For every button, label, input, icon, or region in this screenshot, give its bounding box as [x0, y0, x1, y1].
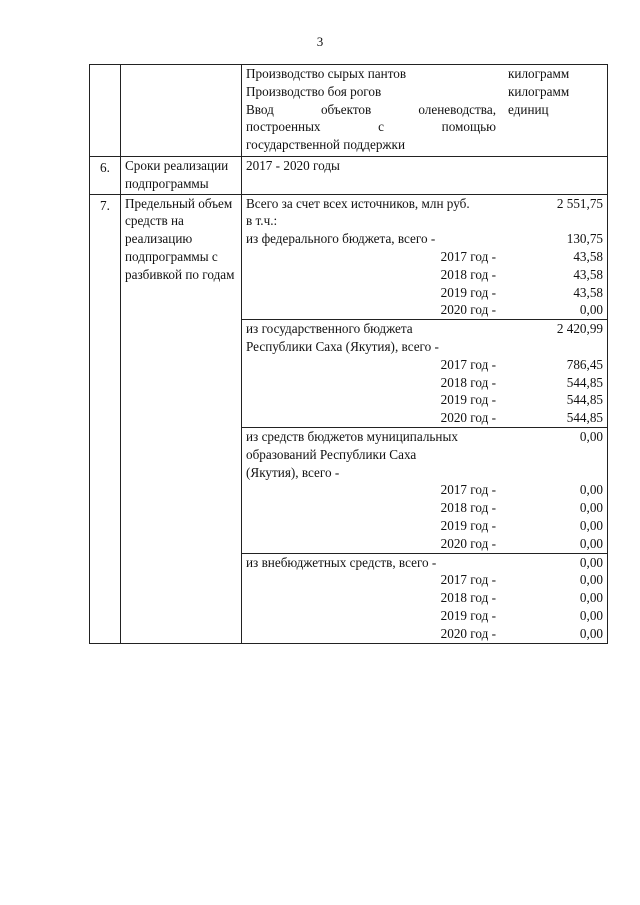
year-row [246, 356, 603, 374]
year-value: 0,00 [579, 482, 603, 498]
year-row [246, 248, 603, 266]
cell-title-empty [121, 65, 242, 157]
total-value: 2 551,75 [556, 195, 603, 211]
indicator-label: Ввод объектов оленеводства, [246, 101, 496, 117]
year-row [246, 625, 603, 643]
source-total: 2 420,99 [556, 321, 603, 337]
year-row [246, 284, 603, 302]
indicator-label: Производство боя рогов [246, 83, 382, 99]
source-label-cont: (Якутия), всего - [246, 464, 340, 480]
source-total: 0,00 [579, 554, 603, 570]
source-row [246, 428, 603, 446]
year-label: 2017 год - [440, 572, 496, 588]
year-row [246, 571, 603, 589]
indicator-label-cont: построенных с помощью [246, 119, 496, 135]
cell-indicators [242, 65, 608, 157]
funding-municipal-cell [242, 427, 608, 553]
year-value: 43,58 [573, 248, 603, 264]
year-value: 0,00 [579, 517, 603, 533]
source-label: из средств бюджетов муниципальных [246, 428, 458, 444]
year-label: 2019 год - [440, 392, 496, 408]
source-label: из государственного бюджета [246, 321, 413, 337]
year-row [246, 301, 603, 319]
indicator-row [246, 101, 603, 119]
year-row [246, 607, 603, 625]
year-label: 2017 год - [440, 248, 496, 264]
year-label: 2019 год - [440, 284, 496, 300]
year-value: 544,85 [566, 374, 603, 390]
row-value: 2017 - 2020 годы [242, 156, 608, 194]
source-row [246, 230, 603, 248]
year-value: 43,58 [573, 284, 603, 300]
year-value: 0,00 [579, 590, 603, 606]
source-label-cont: образований Республики Саха [246, 446, 417, 462]
year-row [246, 481, 603, 499]
row-number: 6. [90, 156, 121, 194]
source-label-cont: Республики Саха (Якутия), всего - [246, 338, 439, 354]
year-label: 2018 год - [440, 500, 496, 516]
year-row [246, 391, 603, 409]
table-row-funding [90, 194, 608, 320]
year-row [246, 499, 603, 517]
year-label: 2019 год - [440, 607, 496, 623]
row-number: 7. [90, 194, 121, 643]
year-value: 0,00 [579, 302, 603, 318]
indicator-label-cont: государственной поддержки [246, 137, 405, 153]
indicator-unit: килограмм [508, 83, 570, 99]
year-value: 0,00 [579, 500, 603, 516]
source-row [246, 320, 603, 338]
source-label: из внебюджетных средств, всего - [246, 554, 437, 570]
funding-extra-cell [242, 553, 608, 643]
indicator-row [246, 83, 603, 101]
year-row [246, 535, 603, 553]
year-label: 2020 год - [440, 302, 496, 318]
source-label: из федерального бюджета, всего - [246, 231, 436, 247]
year-row [246, 409, 603, 427]
source-total: 130,75 [566, 231, 603, 247]
year-value: 0,00 [579, 625, 603, 641]
year-row [246, 517, 603, 535]
year-label: 2020 год - [440, 625, 496, 641]
year-value: 0,00 [579, 572, 603, 588]
year-row [246, 266, 603, 284]
year-value: 0,00 [579, 535, 603, 551]
page-number: 3 [316, 34, 324, 49]
year-label: 2017 год - [440, 356, 496, 372]
passport-table [89, 64, 608, 644]
year-label: 2017 год - [440, 482, 496, 498]
year-value: 0,00 [579, 607, 603, 623]
total-label: Всего за счет всех источников, млн руб. [246, 195, 470, 211]
year-value: 786,45 [566, 356, 603, 372]
total-row [246, 195, 603, 213]
source-row [246, 554, 603, 572]
incl-label: в т.ч.: [246, 213, 278, 229]
year-value: 43,58 [573, 266, 603, 282]
year-label: 2020 год - [440, 535, 496, 551]
cell-num-empty [90, 65, 121, 157]
year-label: 2018 год - [440, 590, 496, 606]
indicator-row [246, 65, 603, 83]
table-row-terms [90, 156, 608, 194]
row-title: Сроки реализации подпрограммы [121, 156, 242, 194]
indicator-unit: единиц [508, 101, 549, 117]
year-label: 2019 год - [440, 517, 496, 533]
table-row-indicators [90, 65, 608, 157]
year-label: 2020 год - [440, 410, 496, 426]
year-row [246, 589, 603, 607]
year-row [246, 374, 603, 392]
funding-federal-cell [242, 194, 608, 320]
funding-state-cell [242, 320, 608, 428]
year-value: 544,85 [566, 392, 603, 408]
indicator-unit: килограмм [508, 66, 570, 81]
source-total: 0,00 [579, 428, 603, 444]
row-title: Предельный объем средств на реализацию подпрограммы с разбивкой по годам [121, 194, 242, 643]
year-value: 544,85 [566, 410, 603, 426]
year-label: 2018 год - [440, 266, 496, 282]
year-label: 2018 год - [440, 374, 496, 390]
indicator-label: Производство сырых пантов [246, 66, 407, 81]
